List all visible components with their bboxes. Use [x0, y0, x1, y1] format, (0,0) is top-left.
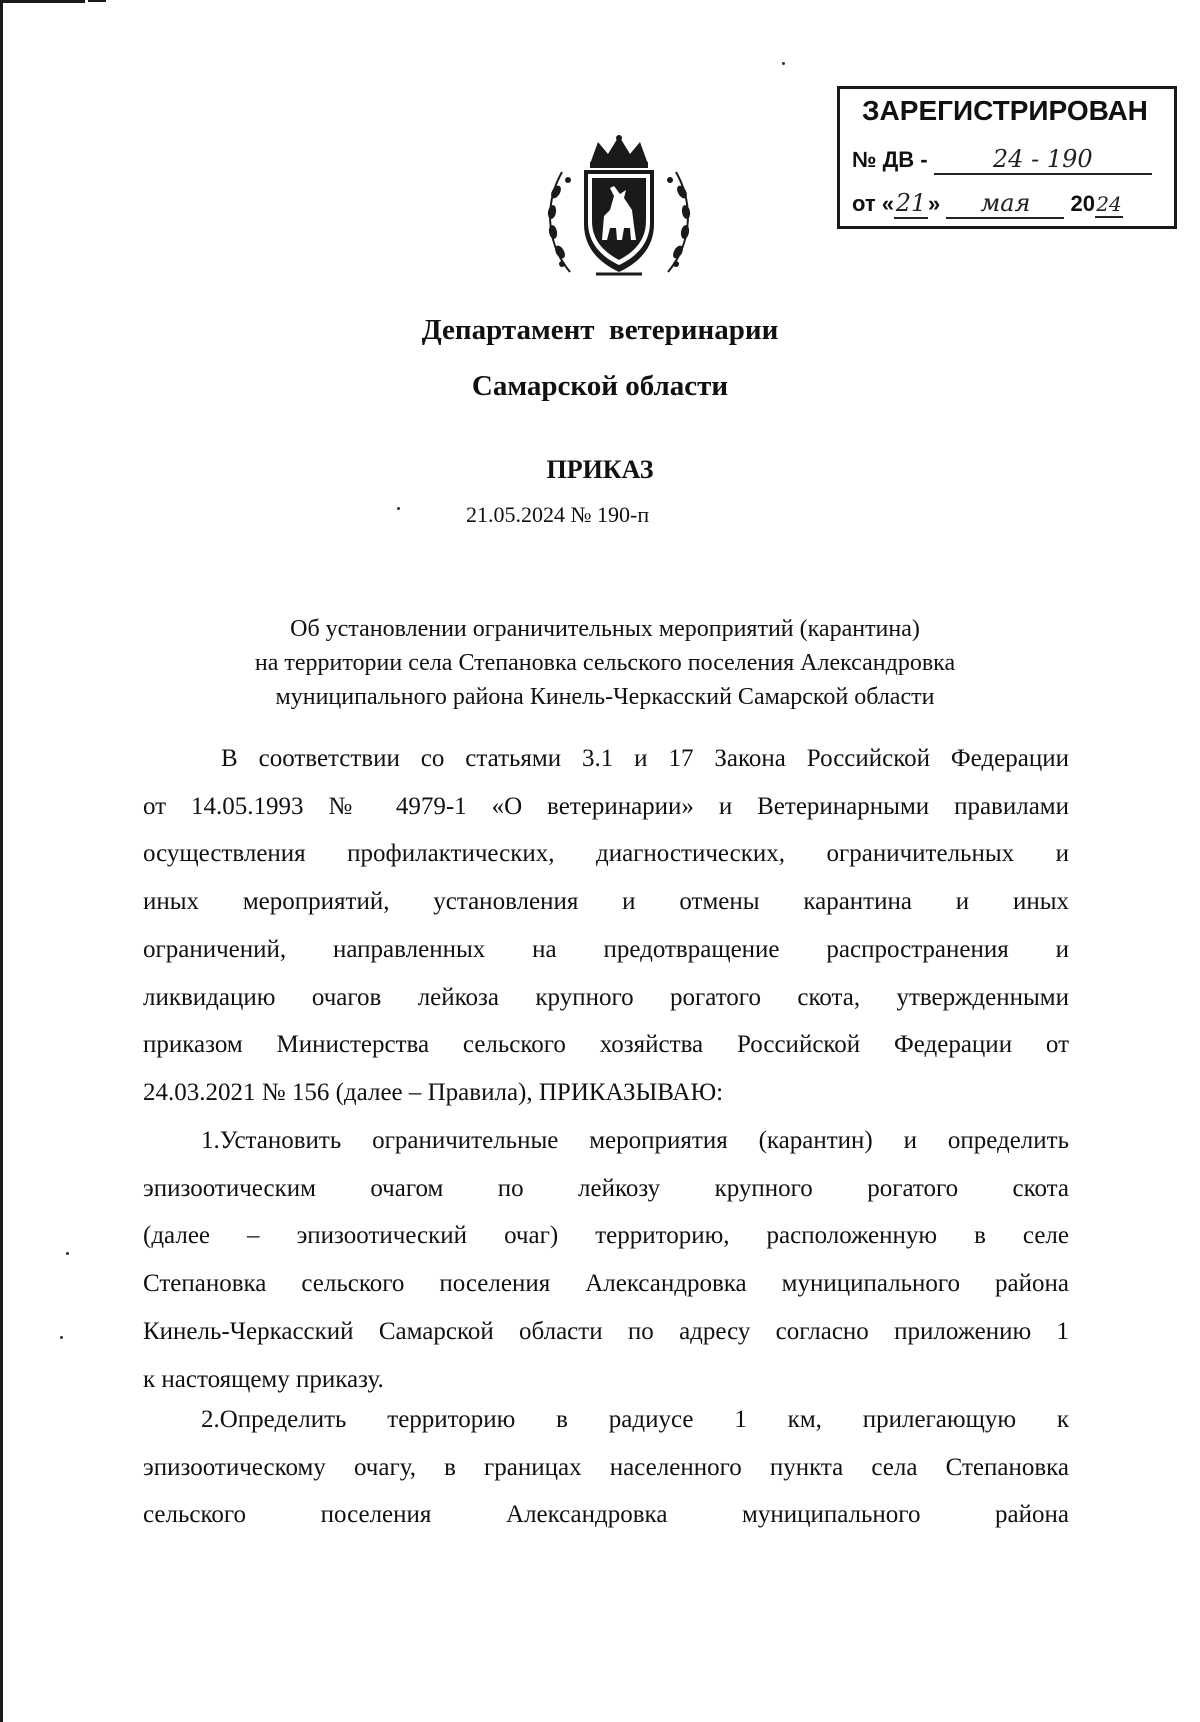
scan-speck [782, 62, 785, 65]
scan-speck [66, 1252, 69, 1255]
stamp-number-row [852, 145, 1152, 175]
department-name: Департамент ветеринарии [421, 314, 779, 346]
stamp-date-day: 21 [895, 189, 927, 217]
registration-stamp [837, 86, 1177, 229]
stamp-date-mid: » [928, 191, 941, 216]
scan-edge [0, 0, 85, 3]
paragraph-line: приказом Министерства сельского хозяйства Российской Федерации от [143, 1031, 1069, 1059]
subject-line: Об установлении ограничительных мероприятий (карантина) [290, 616, 920, 642]
scan-edge [88, 0, 106, 2]
paragraph-line: ликвидацию очагов лейкоза крупного рогатого скота, утвержденными [143, 983, 1069, 1011]
scan-speck [60, 1336, 63, 1339]
paragraph-line: 24.03.2021 № 156 (далее – Правила), ПРИКАЗЫВАЮ: [143, 1078, 724, 1106]
order-subject [140, 612, 1070, 714]
paragraph-line: (далее – эпизоотический очаг) территорию, расположенную в селе [143, 1222, 1069, 1250]
stamp-date-year-prefix: 20 [1070, 191, 1095, 216]
paragraph-line: эпизоотическим очагом по лейкозу крупного рогатого скота [143, 1174, 1069, 1202]
stamp-date-row [852, 189, 1123, 219]
stamp-date-from: от « [852, 191, 895, 216]
paragraph-item-2 [143, 1396, 1069, 1539]
paragraph-line: иных мероприятий, установления и отмены карантина и иных [143, 888, 1069, 916]
paragraph-item-1 [143, 1117, 1069, 1403]
order-title: ПРИКАЗ [546, 455, 654, 484]
paragraph-line: Степановка сельского поселения Александровка муниципального района [143, 1270, 1069, 1298]
paragraph-line: к настоящему приказу. [143, 1365, 384, 1393]
scan-speck [397, 507, 400, 510]
paragraph-line: В соответствии со статьями 3.1 и 17 Закона Российской Федерации [221, 745, 1069, 772]
order-number: 21.05.2024 № 190-п [466, 502, 650, 527]
paragraph-line: ограничений, направленных на предотвращение распространения и [143, 935, 1069, 963]
coat-of-arms-emblem [540, 132, 698, 282]
subject-line: муниципального района Кинель-Черкасский Самарской области [275, 684, 935, 711]
paragraph-line: 1.Установить ограничительные мероприятия (карантин) и определить [201, 1127, 1069, 1154]
paragraph-line: Кинель-Черкасский Самарской области по адресу согласно приложению 1 [143, 1317, 1069, 1345]
paragraph-line: сельского поселения Александровка муниципального района [143, 1501, 1069, 1529]
stamp-number-value: 24 - 190 [934, 145, 1152, 175]
stamp-date-month: мая [946, 189, 1064, 219]
paragraph-line: от 14.05.1993 № 4979-1 «О ветеринарии» и Ветеринарными правилами [143, 792, 1069, 820]
paragraph-line: эпизоотическому очагу, в границах населенного пункта села Степановка [143, 1453, 1069, 1481]
stamp-title: ЗАРЕГИСТРИРОВАН [862, 95, 1148, 126]
paragraph-line: осуществления профилактических, диагностических, ограничительных и [143, 840, 1069, 868]
stamp-date-year-suffix: 24 [1096, 192, 1122, 216]
scan-edge [0, 0, 3, 1722]
paragraph-preamble [143, 735, 1069, 1117]
paragraph-line: 2.Определить территорию в радиусе 1 км, прилегающую к [201, 1406, 1069, 1433]
department-region: Самарской области [471, 370, 729, 402]
stamp-number-label: № ДВ - [852, 147, 928, 172]
subject-line: на территории села Степановка сельского поселения Александровка [254, 650, 956, 677]
